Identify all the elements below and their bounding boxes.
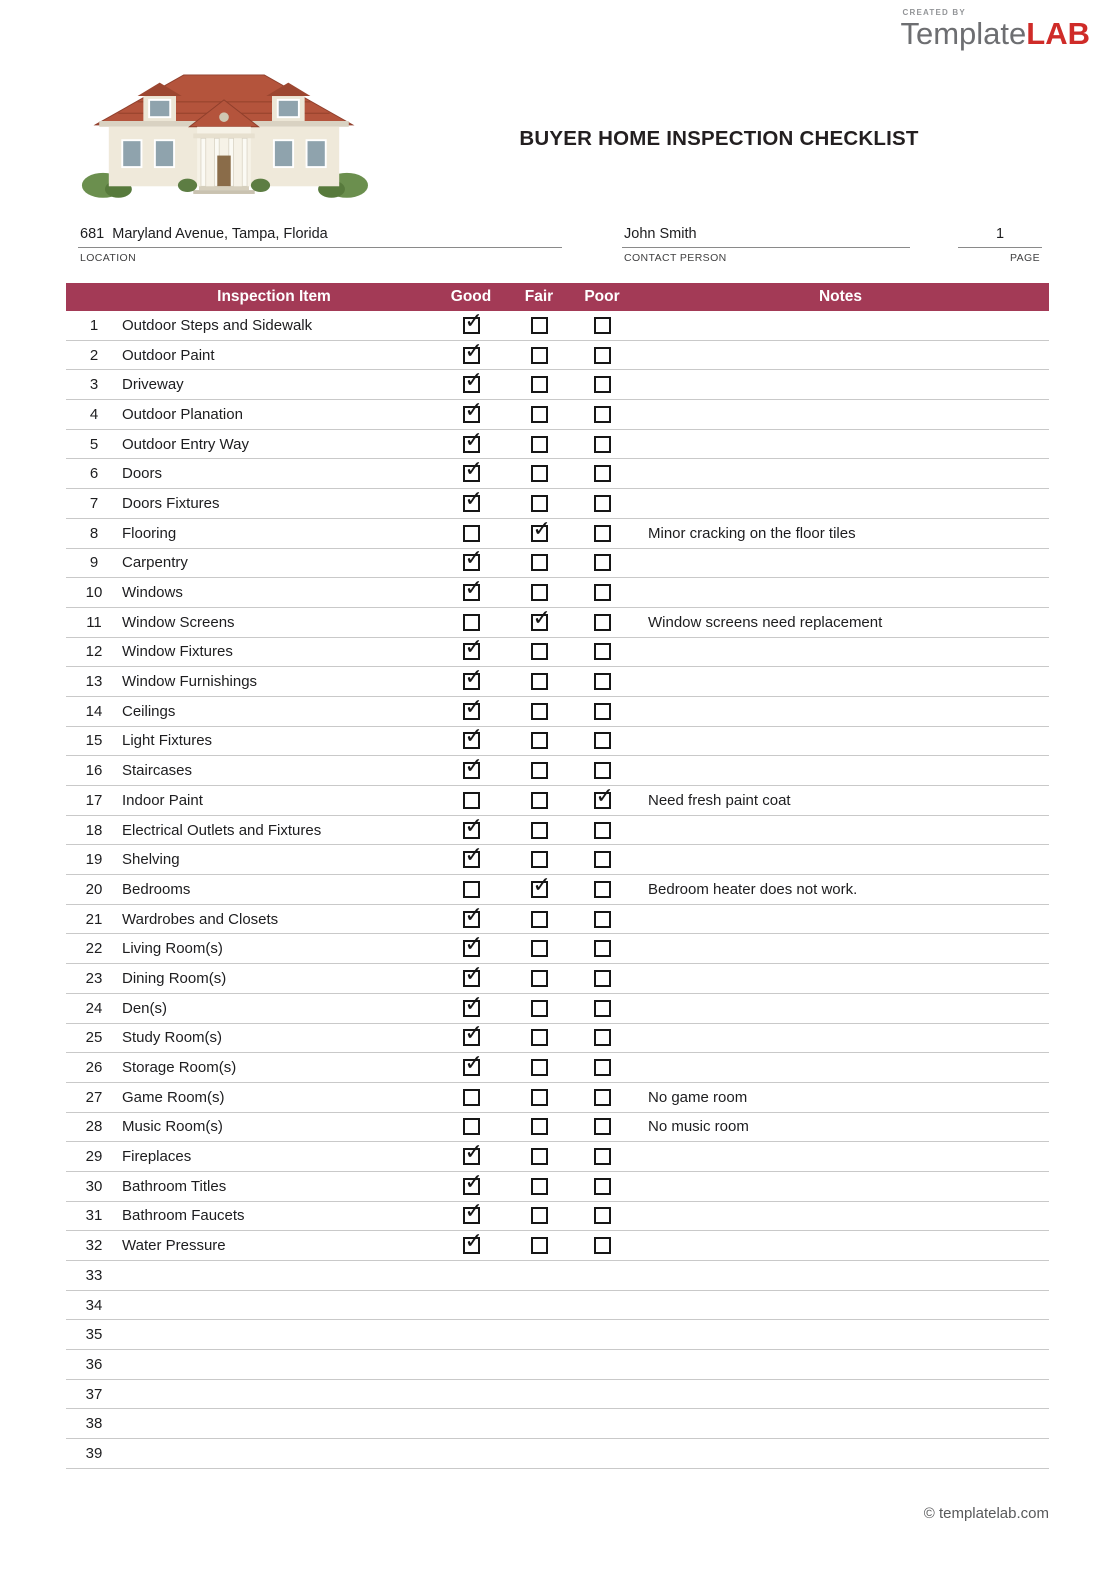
good-checkbox[interactable]	[463, 1237, 480, 1254]
table-row	[66, 1439, 1049, 1469]
table-row	[66, 1350, 1049, 1380]
poor-checkbox[interactable]	[594, 1237, 611, 1254]
table-row	[66, 459, 1049, 489]
row-number: 35	[85, 1326, 103, 1344]
row-number: 23	[85, 969, 103, 987]
row-number: 37	[85, 1385, 103, 1403]
table-row	[66, 934, 1049, 964]
location-field	[78, 226, 562, 264]
inspection-item-label: Carpentry	[122, 554, 188, 572]
document-header	[0, 0, 1116, 283]
poor-checkbox[interactable]	[594, 1118, 611, 1135]
fair-checkbox[interactable]	[531, 1148, 548, 1165]
poor-checkbox[interactable]	[594, 614, 611, 631]
page-number-value[interactable]: 1	[958, 226, 1042, 248]
table-row	[66, 1380, 1049, 1410]
inspection-item-label: Study Room(s)	[122, 1029, 223, 1047]
header-notes: Notes	[818, 288, 863, 305]
notes-text: Bedroom heater does not work.	[648, 880, 858, 898]
fair-checkbox[interactable]	[531, 1089, 548, 1106]
fair-checkbox[interactable]	[531, 970, 548, 987]
table-header	[66, 283, 1049, 311]
fair-checkbox[interactable]	[531, 1207, 548, 1224]
row-number: 9	[89, 554, 99, 572]
poor-checkbox[interactable]	[594, 1207, 611, 1224]
table-row	[66, 1172, 1049, 1202]
table-row	[66, 1202, 1049, 1232]
inspection-item-label: Electrical Outlets and Fixtures	[122, 821, 322, 839]
fair-checkbox[interactable]	[531, 851, 548, 868]
row-number: 17	[85, 791, 103, 809]
row-number: 15	[85, 732, 103, 750]
fair-checkbox[interactable]	[531, 554, 548, 571]
contact-person-label: CONTACT PERSON	[624, 252, 727, 264]
brand-logo	[900, 8, 1090, 49]
poor-checkbox[interactable]	[594, 1029, 611, 1046]
inspection-item-label: Outdoor Steps and Sidewalk	[122, 316, 313, 334]
poor-checkbox[interactable]	[594, 762, 611, 779]
row-number: 22	[85, 940, 103, 958]
fair-checkbox[interactable]	[531, 436, 548, 453]
poor-checkbox[interactable]	[594, 1089, 611, 1106]
fair-checkbox[interactable]	[531, 881, 548, 898]
header-poor: Poor	[584, 288, 620, 305]
inspection-item-label: Fireplaces	[122, 1148, 192, 1166]
poor-checkbox[interactable]	[594, 1000, 611, 1017]
row-number: 10	[85, 584, 103, 602]
inspection-item-label: Shelving	[122, 851, 180, 869]
table-row	[66, 1409, 1049, 1439]
good-checkbox[interactable]	[463, 732, 480, 749]
good-checkbox[interactable]	[463, 347, 480, 364]
poor-checkbox[interactable]	[594, 1059, 611, 1076]
fair-checkbox[interactable]	[531, 614, 548, 631]
row-number: 27	[85, 1088, 103, 1106]
brand-name-lab: LAB	[1026, 16, 1090, 51]
header-inspection-item: Inspection Item	[217, 288, 331, 305]
row-number: 8	[89, 524, 99, 542]
poor-checkbox[interactable]	[594, 732, 611, 749]
table-row	[66, 1024, 1049, 1054]
notes-text: Window screens need replacement	[648, 613, 883, 631]
fair-checkbox[interactable]	[531, 762, 548, 779]
page-title: BUYER HOME INSPECTION CHECKLIST	[519, 127, 919, 150]
inspection-item-label: Outdoor Planation	[122, 405, 243, 423]
house-photo	[80, 63, 368, 203]
poor-checkbox[interactable]	[594, 673, 611, 690]
row-number: 38	[85, 1415, 103, 1433]
row-number: 14	[85, 702, 103, 720]
inspection-item-label: Dining Room(s)	[122, 969, 227, 987]
table-row	[66, 608, 1049, 638]
table-row	[66, 1291, 1049, 1321]
fair-checkbox[interactable]	[531, 703, 548, 720]
fair-checkbox[interactable]	[531, 347, 548, 364]
notes-text: No game room	[648, 1088, 748, 1106]
fair-checkbox[interactable]	[531, 317, 548, 334]
fair-checkbox[interactable]	[531, 1029, 548, 1046]
poor-checkbox[interactable]	[594, 554, 611, 571]
table-row	[66, 875, 1049, 905]
row-number: 12	[85, 643, 103, 661]
good-checkbox[interactable]	[463, 1207, 480, 1224]
row-number: 21	[85, 910, 103, 928]
good-checkbox[interactable]	[463, 1029, 480, 1046]
poor-checkbox[interactable]	[594, 1178, 611, 1195]
row-number: 13	[85, 673, 103, 691]
row-number: 1	[89, 316, 99, 334]
inspection-table	[66, 283, 1049, 1469]
inspection-item-label: Staircases	[122, 762, 193, 780]
fair-checkbox[interactable]	[531, 792, 548, 809]
good-checkbox[interactable]	[463, 792, 480, 809]
row-number: 33	[85, 1266, 103, 1284]
good-checkbox[interactable]	[463, 822, 480, 839]
fair-checkbox[interactable]	[531, 732, 548, 749]
inspection-item-label: Bathroom Titles	[122, 1177, 227, 1195]
good-checkbox[interactable]	[463, 940, 480, 957]
poor-checkbox[interactable]	[594, 436, 611, 453]
inspection-item-label: Window Furnishings	[122, 673, 258, 691]
row-number: 18	[85, 821, 103, 839]
inspection-item-label: Doors	[122, 465, 163, 483]
row-number: 29	[85, 1148, 103, 1166]
good-checkbox[interactable]	[463, 495, 480, 512]
good-checkbox[interactable]	[463, 376, 480, 393]
table-row	[66, 816, 1049, 846]
row-number: 2	[89, 346, 99, 364]
table-row	[66, 549, 1049, 579]
inspection-item-label: Game Room(s)	[122, 1088, 225, 1106]
row-number: 24	[85, 999, 103, 1017]
brand-name-template: Template	[900, 16, 1027, 51]
row-number: 19	[85, 851, 103, 869]
table-body	[66, 311, 1049, 1469]
inspection-item-label: Doors Fixtures	[122, 494, 220, 512]
notes-text: No music room	[648, 1118, 749, 1136]
page-number-label: PAGE	[1010, 252, 1040, 264]
inspection-item-label: Indoor Paint	[122, 791, 203, 809]
table-row	[66, 311, 1049, 341]
poor-checkbox[interactable]	[594, 643, 611, 660]
brand-name	[900, 18, 1090, 49]
table-row	[66, 1113, 1049, 1143]
row-number: 36	[85, 1355, 103, 1373]
table-row	[66, 905, 1049, 935]
fair-checkbox[interactable]	[531, 822, 548, 839]
fair-checkbox[interactable]	[531, 525, 548, 542]
table-row	[66, 697, 1049, 727]
footer-copyright-link[interactable]: © templatelab.com	[923, 1505, 1049, 1522]
inspection-item-label: Water Pressure	[122, 1237, 226, 1255]
contact-person-value[interactable]: John Smith	[622, 226, 910, 248]
poor-checkbox[interactable]	[594, 792, 611, 809]
poor-checkbox[interactable]	[594, 940, 611, 957]
table-row	[66, 964, 1049, 994]
poor-checkbox[interactable]	[594, 881, 611, 898]
row-number: 11	[86, 613, 102, 631]
poor-checkbox[interactable]	[594, 317, 611, 334]
fair-checkbox[interactable]	[531, 1000, 548, 1017]
inspection-item-label: Music Room(s)	[122, 1118, 223, 1136]
contact-person-field	[622, 226, 910, 264]
inspection-item-label: Bathroom Faucets	[122, 1207, 245, 1225]
inspection-item-label: Outdoor Paint	[122, 346, 215, 364]
table-row	[66, 1053, 1049, 1083]
inspection-item-label: Den(s)	[122, 999, 168, 1017]
table-row	[66, 1142, 1049, 1172]
poor-checkbox[interactable]	[594, 347, 611, 364]
poor-checkbox[interactable]	[594, 465, 611, 482]
row-number: 5	[89, 435, 99, 453]
poor-checkbox[interactable]	[594, 406, 611, 423]
fair-checkbox[interactable]	[531, 1118, 548, 1135]
inspection-item-label: Driveway	[122, 376, 184, 394]
row-number: 6	[89, 465, 99, 483]
good-checkbox[interactable]	[463, 584, 480, 601]
good-checkbox[interactable]	[463, 970, 480, 987]
table-row	[66, 400, 1049, 430]
poor-checkbox[interactable]	[594, 1148, 611, 1165]
table-row	[66, 756, 1049, 786]
table-row	[66, 994, 1049, 1024]
inspection-item-label: Outdoor Entry Way	[122, 435, 249, 453]
table-row	[66, 727, 1049, 757]
inspection-item-label: Window Fixtures	[122, 643, 233, 661]
row-number: 3	[89, 376, 99, 394]
table-row	[66, 845, 1049, 875]
good-checkbox[interactable]	[463, 406, 480, 423]
inspection-item-label: Bedrooms	[122, 880, 191, 898]
poor-checkbox[interactable]	[594, 822, 611, 839]
fair-checkbox[interactable]	[531, 1237, 548, 1254]
fair-checkbox[interactable]	[531, 584, 548, 601]
poor-checkbox[interactable]	[594, 376, 611, 393]
table-row	[66, 638, 1049, 668]
fair-checkbox[interactable]	[531, 911, 548, 928]
row-number: 7	[89, 494, 99, 512]
inspection-item-label: Storage Room(s)	[122, 1059, 237, 1077]
brand-created-by: CREATED BY	[902, 8, 966, 17]
poor-checkbox[interactable]	[594, 525, 611, 542]
inspection-item-label: Flooring	[122, 524, 177, 542]
good-checkbox[interactable]	[463, 614, 480, 631]
row-number: 30	[85, 1177, 103, 1195]
poor-checkbox[interactable]	[594, 851, 611, 868]
poor-checkbox[interactable]	[594, 495, 611, 512]
fair-checkbox[interactable]	[531, 406, 548, 423]
good-checkbox[interactable]	[463, 1148, 480, 1165]
notes-text: Minor cracking on the floor tiles	[648, 524, 856, 542]
good-checkbox[interactable]	[463, 1178, 480, 1195]
good-checkbox[interactable]	[463, 673, 480, 690]
table-row	[66, 519, 1049, 549]
table-row	[66, 430, 1049, 460]
fair-checkbox[interactable]	[531, 673, 548, 690]
table-row	[66, 786, 1049, 816]
good-checkbox[interactable]	[463, 525, 480, 542]
good-checkbox[interactable]	[463, 436, 480, 453]
fair-checkbox[interactable]	[531, 376, 548, 393]
good-checkbox[interactable]	[463, 1000, 480, 1017]
table-row	[66, 489, 1049, 519]
fair-checkbox[interactable]	[531, 495, 548, 512]
poor-checkbox[interactable]	[594, 911, 611, 928]
fair-checkbox[interactable]	[531, 1059, 548, 1076]
row-number: 26	[85, 1059, 103, 1077]
page-number-field	[958, 226, 1042, 264]
good-checkbox[interactable]	[463, 317, 480, 334]
row-number: 25	[85, 1029, 103, 1047]
inspection-item-label: Living Room(s)	[122, 940, 223, 958]
notes-text: Need fresh paint coat	[648, 791, 791, 809]
header-good: Good	[450, 288, 492, 305]
location-value[interactable]: 681 Maryland Avenue, Tampa, Florida	[78, 226, 562, 248]
good-checkbox[interactable]	[463, 881, 480, 898]
poor-checkbox[interactable]	[594, 584, 611, 601]
table-row	[66, 1320, 1049, 1350]
fair-checkbox[interactable]	[531, 940, 548, 957]
good-checkbox[interactable]	[463, 911, 480, 928]
table-row	[66, 1261, 1049, 1291]
row-number: 32	[85, 1237, 103, 1255]
row-number: 31	[85, 1207, 103, 1225]
good-checkbox[interactable]	[463, 703, 480, 720]
location-label: LOCATION	[80, 252, 137, 264]
good-checkbox[interactable]	[463, 1089, 480, 1106]
row-number: 34	[85, 1296, 103, 1314]
table-row	[66, 667, 1049, 697]
row-number: 39	[85, 1444, 103, 1462]
good-checkbox[interactable]	[463, 762, 480, 779]
inspection-item-label: Wardrobes and Closets	[122, 910, 279, 928]
table-row	[66, 1083, 1049, 1113]
row-number: 4	[89, 405, 99, 423]
row-number: 16	[85, 762, 103, 780]
table-row	[66, 341, 1049, 371]
header-fair: Fair	[524, 288, 554, 305]
inspection-item-label: Window Screens	[122, 613, 235, 631]
row-number: 20	[85, 880, 103, 898]
house-illustration	[80, 63, 368, 203]
table-row	[66, 1231, 1049, 1261]
good-checkbox[interactable]	[463, 465, 480, 482]
fair-checkbox[interactable]	[531, 465, 548, 482]
fair-checkbox[interactable]	[531, 643, 548, 660]
good-checkbox[interactable]	[463, 554, 480, 571]
good-checkbox[interactable]	[463, 851, 480, 868]
inspection-item-label: Light Fixtures	[122, 732, 213, 750]
poor-checkbox[interactable]	[594, 703, 611, 720]
inspection-item-label: Windows	[122, 584, 183, 602]
fair-checkbox[interactable]	[531, 1178, 548, 1195]
good-checkbox[interactable]	[463, 1059, 480, 1076]
poor-checkbox[interactable]	[594, 970, 611, 987]
inspection-item-label: Ceilings	[122, 702, 176, 720]
good-checkbox[interactable]	[463, 643, 480, 660]
row-number: 28	[85, 1118, 103, 1136]
table-row	[66, 370, 1049, 400]
good-checkbox[interactable]	[463, 1118, 480, 1135]
table-row	[66, 578, 1049, 608]
